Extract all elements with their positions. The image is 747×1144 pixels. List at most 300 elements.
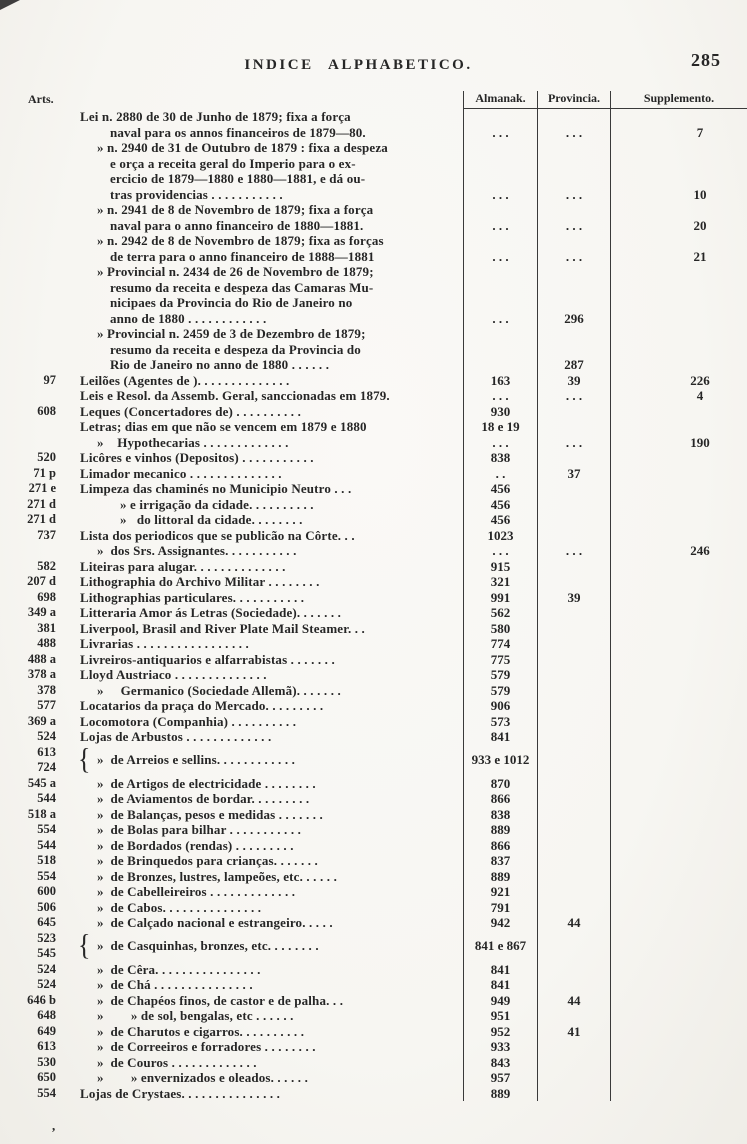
provincia-cell	[537, 636, 610, 652]
arts-cell	[24, 915, 68, 931]
arts-number: 698	[37, 589, 56, 604]
supplemento-cell	[610, 404, 747, 420]
almanak-cell: 456	[463, 512, 537, 528]
supplemento-cell	[610, 667, 747, 683]
entry-cell	[68, 466, 463, 482]
almanak-cell: 838	[463, 807, 537, 823]
provincia-cell	[537, 1086, 610, 1102]
entry-cell	[68, 636, 463, 652]
entry-cell	[68, 822, 463, 838]
table-row	[24, 962, 747, 978]
provincia-cell	[537, 962, 610, 978]
provincia-cell	[537, 683, 610, 699]
entry-line: Lojas de Crystaes. . . . . . . . . . . . . . .	[80, 1085, 281, 1101]
provincia-cell: 287	[537, 326, 610, 373]
entry-cell	[68, 202, 463, 233]
table-row	[24, 900, 747, 916]
provincia-cell	[537, 1055, 610, 1071]
provincia-cell	[537, 497, 610, 513]
entry-line: Liverpool, Brasil and River Plate Mail Steamer. . .	[80, 620, 365, 636]
table-row	[24, 621, 747, 637]
entry-line: naval para os annos financeiros de 1879—80.	[110, 124, 366, 140]
arts-cell	[24, 853, 68, 869]
table-row	[24, 466, 747, 482]
entry-cell	[68, 1070, 463, 1086]
almanak-cell: 906	[463, 698, 537, 714]
supplemento-cell	[610, 776, 747, 792]
entry-line: nicipaes da Provincia do Rio de Janeiro no	[110, 295, 353, 310]
table-row	[24, 915, 747, 931]
almanak-cell	[463, 326, 537, 373]
entry-line: » e irrigação da cidade. . . . . . . . . .	[120, 496, 314, 512]
almanak-cell: 866	[463, 838, 537, 854]
table-row	[24, 791, 747, 807]
arts-cell	[24, 977, 68, 993]
entry-line: e orça a receita geral do Imperio para o ex-	[110, 155, 356, 171]
table-row	[24, 481, 747, 497]
entry-line: Livrarias . . . . . . . . . . . . . . . . .	[80, 636, 249, 651]
provincia-cell	[537, 853, 610, 869]
almanak-cell: 915	[463, 559, 537, 575]
provincia-cell	[537, 512, 610, 528]
supplemento-cell	[610, 698, 747, 714]
provincia-cell: 296	[537, 264, 610, 326]
entry-line: tras providencias . . . . . . . . . . .	[110, 186, 283, 202]
arts-cell	[24, 962, 68, 978]
entry-cell	[68, 559, 463, 575]
page-number: 285	[691, 50, 721, 70]
supplemento-cell	[610, 791, 747, 807]
table-row	[24, 388, 747, 404]
almanak-cell: 951	[463, 1008, 537, 1024]
provincia-cell	[537, 667, 610, 683]
arts-number: 650	[37, 1070, 56, 1084]
provincia-cell: . . .	[537, 543, 610, 559]
almanak-cell: 1023	[463, 528, 537, 544]
table-row	[24, 652, 747, 668]
supplemento-cell: 20	[610, 202, 747, 233]
provincia-cell	[537, 884, 610, 900]
supplemento-cell	[610, 326, 747, 373]
almanak-cell: . . .	[463, 140, 537, 202]
entry-line: » de Charutos e cigarros. . . . . . . . . .	[97, 1023, 305, 1039]
arts-number: 524	[37, 729, 56, 743]
index-rows	[24, 109, 747, 1101]
entry-cell	[68, 497, 463, 513]
provincia-cell	[537, 822, 610, 838]
provincia-cell	[537, 977, 610, 993]
entry-line: » Germanico (Sociedade Allemã). . . . . . .	[97, 682, 341, 698]
almanak-cell: 866	[463, 791, 537, 807]
table-row	[24, 450, 747, 466]
table-row	[24, 559, 747, 575]
entry-cell	[68, 605, 463, 621]
almanak-cell: 991	[463, 590, 537, 606]
arts-cell	[24, 388, 68, 404]
supplemento-cell	[610, 419, 747, 435]
arts-cell	[24, 512, 68, 528]
arts-cell	[24, 1070, 68, 1086]
almanak-cell: . . .	[463, 264, 537, 326]
arts-number: 577	[37, 698, 56, 712]
arts-number: 97	[43, 372, 56, 387]
arts-number: 524	[37, 977, 56, 991]
entry-line: Leis e Resol. da Assemb. Geral, sanccionadas em 1879.	[80, 388, 390, 403]
almanak-cell: 889	[463, 822, 537, 838]
entry-line: Letras; dias em que não se vencem em 1879 e 1880	[80, 419, 367, 434]
table-row	[24, 1008, 747, 1024]
entry-line: » dos Srs. Assignantes. . . . . . . . . . .	[97, 543, 297, 558]
almanak-cell: 843	[463, 1055, 537, 1071]
arts-number: 207 d	[27, 574, 56, 588]
entry-line: Locomotora (Companhia) . . . . . . . . . .	[80, 713, 297, 729]
table-row	[24, 977, 747, 993]
almanak-cell: 957	[463, 1070, 537, 1086]
arts-cell	[24, 745, 68, 776]
table-row	[24, 993, 747, 1009]
arts-cell	[24, 1024, 68, 1040]
table-row	[24, 683, 747, 699]
arts-cell	[24, 1039, 68, 1055]
table-row	[24, 1039, 747, 1055]
arts-number: 488 a	[27, 651, 56, 666]
supplemento-cell: 7	[610, 109, 747, 140]
supplemento-cell: 226	[610, 373, 747, 389]
entry-cell	[68, 869, 463, 885]
almanak-cell: . . .	[463, 233, 537, 264]
entry-line: » de Correeiros e forradores . . . . . . . .	[97, 1039, 316, 1054]
almanak-cell: 579	[463, 667, 537, 683]
arts-number: 530	[37, 1054, 56, 1069]
entry-cell	[68, 109, 463, 140]
table-row	[24, 497, 747, 513]
entry-cell	[68, 1024, 463, 1040]
supplemento-cell	[610, 450, 747, 466]
supplemento-cell	[610, 853, 747, 869]
supplemento-cell: 4	[610, 388, 747, 404]
arts-cell	[24, 838, 68, 854]
arts-number: 378	[37, 682, 56, 697]
provincia-cell	[537, 1070, 610, 1086]
entry-cell	[68, 931, 463, 962]
table-header-row	[24, 89, 747, 109]
almanak-cell: 18 e 19	[463, 419, 537, 435]
supplemento-cell	[610, 264, 747, 326]
arts-cell	[24, 435, 68, 451]
page-title: INDICE ALPHABETICO.	[244, 57, 473, 73]
table-row	[24, 884, 747, 900]
table-row	[24, 202, 747, 233]
entry-cell	[68, 528, 463, 544]
supplemento-cell	[610, 822, 747, 838]
arts-number: 608	[37, 403, 56, 418]
arts-cell	[24, 776, 68, 792]
entry-line: » Provincial n. 2434 de 26 de Novembro de 1879;	[97, 264, 374, 279]
arts-cell	[24, 543, 68, 559]
almanak-cell: 163	[463, 373, 537, 389]
entry-cell	[68, 404, 463, 420]
provincia-cell	[537, 574, 610, 590]
arts-cell	[24, 140, 68, 202]
entry-cell	[68, 419, 463, 435]
arts-number: 523	[37, 930, 56, 945]
almanak-cell: 952	[463, 1024, 537, 1040]
provincia-cell	[537, 807, 610, 823]
provincia-cell: . . .	[537, 140, 610, 202]
supplemento-cell	[610, 729, 747, 745]
entry-cell	[68, 714, 463, 730]
entry-line: Limador mecanico . . . . . . . . . . . . . .	[80, 465, 282, 481]
table-row	[24, 512, 747, 528]
table-row	[24, 931, 747, 962]
brace-glyph: {	[78, 744, 91, 776]
arts-number: 737	[37, 527, 56, 542]
provincia-cell: . . .	[537, 109, 610, 140]
entry-cell	[68, 884, 463, 900]
provincia-cell: 37	[537, 466, 610, 482]
supplemento-cell	[610, 1039, 747, 1055]
supplemento-cell	[610, 605, 747, 621]
arts-cell	[24, 714, 68, 730]
supplemento-cell: 21	[610, 233, 747, 264]
arts-cell	[24, 528, 68, 544]
arts-cell	[24, 807, 68, 823]
entry-line: Rio de Janeiro no anno de 1880 . . . . . .	[110, 357, 330, 372]
arts-number: 271 d	[27, 496, 56, 511]
arts-cell	[24, 621, 68, 637]
provincia-cell	[537, 900, 610, 916]
entry-line: Licôres e vinhos (Depositos) . . . . . . . . . . .	[80, 450, 314, 465]
almanak-cell: 841	[463, 962, 537, 978]
column-header-supplemento: Supplemento.	[610, 91, 747, 109]
arts-cell	[24, 450, 68, 466]
arts-cell	[24, 729, 68, 745]
arts-cell	[24, 326, 68, 373]
supplemento-cell	[610, 838, 747, 854]
arts-cell	[24, 791, 68, 807]
provincia-cell: 44	[537, 915, 610, 931]
entry-cell	[68, 590, 463, 606]
table-row	[24, 419, 747, 435]
arts-number: 544	[37, 837, 56, 852]
arts-cell	[24, 109, 68, 140]
provincia-cell	[537, 605, 610, 621]
arts-cell	[24, 373, 68, 389]
entry-line: Leques (Concertadores de) . . . . . . . . . .	[80, 403, 301, 419]
almanak-cell: 837	[463, 853, 537, 869]
table-row	[24, 745, 747, 776]
arts-number: 554	[37, 822, 56, 836]
entry-line: Liteiras para alugar. . . . . . . . . . . . . .	[80, 558, 286, 574]
provincia-cell: 39	[537, 590, 610, 606]
almanak-cell: 930	[463, 404, 537, 420]
arts-number: 545	[37, 946, 56, 960]
supplemento-cell	[610, 993, 747, 1009]
arts-cell	[24, 900, 68, 916]
entry-cell	[68, 388, 463, 404]
provincia-cell	[537, 745, 610, 776]
supplemento-cell	[610, 884, 747, 900]
almanak-cell: 774	[463, 636, 537, 652]
arts-number: 518	[37, 853, 56, 867]
supplemento-cell	[610, 1086, 747, 1102]
almanak-cell: . . .	[463, 543, 537, 559]
arts-cell	[24, 869, 68, 885]
almanak-cell: . . .	[463, 435, 537, 451]
entry-cell	[68, 450, 463, 466]
arts-cell	[24, 667, 68, 683]
almanak-cell: 456	[463, 497, 537, 513]
table-row	[24, 404, 747, 420]
column-header-arts: Arts.	[28, 92, 54, 106]
provincia-cell	[537, 481, 610, 497]
entry-cell	[68, 1086, 463, 1102]
scan-stray-mark: ,	[52, 1118, 56, 1133]
table-row	[24, 1055, 747, 1071]
table-row	[24, 605, 747, 621]
entry-line: Lithographias particulares. . . . . . . . . . .	[80, 589, 305, 605]
supplemento-cell	[610, 528, 747, 544]
almanak-cell: 562	[463, 605, 537, 621]
table-row	[24, 233, 747, 264]
arts-cell	[24, 1055, 68, 1071]
supplemento-cell	[610, 559, 747, 575]
entry-cell	[68, 667, 463, 683]
entry-cell	[68, 745, 463, 776]
entry-line: Limpeza das chaminés no Municipio Neutro . . .	[80, 481, 352, 496]
provincia-cell: 39	[537, 373, 610, 389]
arts-cell	[24, 1086, 68, 1102]
provincia-cell	[537, 528, 610, 544]
almanak-cell: 889	[463, 1086, 537, 1102]
entry-line: Lithographia do Archivo Militar . . . . . . . .	[80, 574, 320, 589]
almanak-cell: 841	[463, 729, 537, 745]
almanak-cell: 841 e 867	[463, 931, 537, 962]
almanak-cell: . . .	[463, 109, 537, 140]
table-row	[24, 807, 747, 823]
arts-cell	[24, 466, 68, 482]
table-row	[24, 714, 747, 730]
provincia-cell: . . .	[537, 233, 610, 264]
entry-cell	[68, 652, 463, 668]
arts-cell	[24, 590, 68, 606]
entry-line: Lei n. 2880 de 30 de Junho de 1879; fixa a força	[80, 109, 351, 124]
table-row	[24, 435, 747, 451]
supplemento-cell	[610, 497, 747, 513]
almanak-cell: 456	[463, 481, 537, 497]
provincia-cell	[537, 791, 610, 807]
entry-line: » n. 2940 de 31 de Outubro de 1879 : fixa a despeza	[97, 140, 388, 155]
entry-line: Lojas de Arbustos . . . . . . . . . . . . .	[80, 729, 272, 744]
supplemento-cell	[610, 807, 747, 823]
supplemento-cell	[610, 652, 747, 668]
almanak-cell: . .	[463, 466, 537, 482]
entry-cell	[68, 481, 463, 497]
table-row	[24, 373, 747, 389]
arts-cell	[24, 404, 68, 420]
entry-line: » de Chá . . . . . . . . . . . . . . .	[97, 977, 253, 992]
almanak-cell: 573	[463, 714, 537, 730]
table-row	[24, 543, 747, 559]
supplemento-cell	[610, 931, 747, 962]
entry-cell	[68, 853, 463, 869]
arts-cell	[24, 931, 68, 962]
almanak-cell: 870	[463, 776, 537, 792]
arts-cell	[24, 497, 68, 513]
supplemento-cell: 246	[610, 543, 747, 559]
provincia-cell	[537, 729, 610, 745]
arts-cell	[24, 481, 68, 497]
supplemento-cell: 190	[610, 435, 747, 451]
table-row	[24, 140, 747, 202]
arts-number: 613	[37, 1039, 56, 1053]
entry-line: » de Artigos de electricidade . . . . . . . .	[97, 775, 316, 791]
supplemento-cell: 10	[610, 140, 747, 202]
entry-cell	[68, 621, 463, 637]
arts-number: 554	[37, 1085, 56, 1100]
arts-cell	[24, 884, 68, 900]
entry-line: » de Bronzes, lustres, lampeões, etc. . . . . .	[97, 868, 337, 884]
provincia-cell	[537, 559, 610, 575]
provincia-cell	[537, 698, 610, 714]
supplemento-cell	[610, 590, 747, 606]
arts-cell	[24, 559, 68, 575]
entry-line: » de Balanças, pesos e medidas . . . . . . .	[97, 806, 323, 822]
entry-cell	[68, 543, 463, 559]
table-row	[24, 636, 747, 652]
entry-line: » de Couros . . . . . . . . . . . . .	[97, 1054, 257, 1070]
entry-line: » de Cêra. . . . . . . . . . . . . . . .	[97, 961, 261, 977]
entry-cell	[68, 776, 463, 792]
provincia-cell	[537, 1008, 610, 1024]
provincia-cell	[537, 869, 610, 885]
entry-line: » de Brinquedos para crianças. . . . . . .	[97, 853, 318, 868]
almanak-cell: 933 e 1012	[463, 745, 537, 776]
entry-line: Livreiros-antiquarios e alfarrabistas . . . . . . .	[80, 651, 335, 667]
provincia-cell	[537, 652, 610, 668]
entry-line: » de Cabelleireiros . . . . . . . . . . . . .	[97, 884, 296, 899]
table-row	[24, 264, 747, 326]
provincia-cell: 44	[537, 993, 610, 1009]
supplemento-cell	[610, 466, 747, 482]
provincia-cell	[537, 621, 610, 637]
entry-cell	[68, 993, 463, 1009]
provincia-cell	[537, 838, 610, 854]
arts-number: 71 p	[33, 465, 56, 480]
entry-line: » » envernizados e oleados. . . . . .	[97, 1070, 308, 1085]
supplemento-cell	[610, 714, 747, 730]
supplemento-cell	[610, 512, 747, 528]
entry-line: » do littoral da cidade. . . . . . . .	[120, 512, 303, 527]
arts-number: 378 a	[27, 667, 56, 681]
arts-number: 271 e	[28, 481, 56, 495]
arts-number: 646 b	[27, 992, 56, 1007]
entry-cell	[68, 326, 463, 373]
arts-number: 724	[37, 760, 56, 774]
entry-cell	[68, 900, 463, 916]
supplemento-cell	[610, 977, 747, 993]
provincia-cell: . . .	[537, 435, 610, 451]
arts-cell	[24, 233, 68, 264]
arts-number: 271 d	[27, 512, 56, 526]
arts-number: 600	[37, 884, 56, 898]
supplemento-cell	[610, 1024, 747, 1040]
entry-line: » Provincial n. 2459 de 3 de Dezembro de 1879;	[97, 326, 366, 341]
entry-line: ercicio de 1879—1880 e 1880—1881, e dá ou-	[110, 171, 366, 186]
arts-number: 518 a	[27, 806, 56, 821]
entry-cell	[68, 729, 463, 745]
almanak-cell: 838	[463, 450, 537, 466]
